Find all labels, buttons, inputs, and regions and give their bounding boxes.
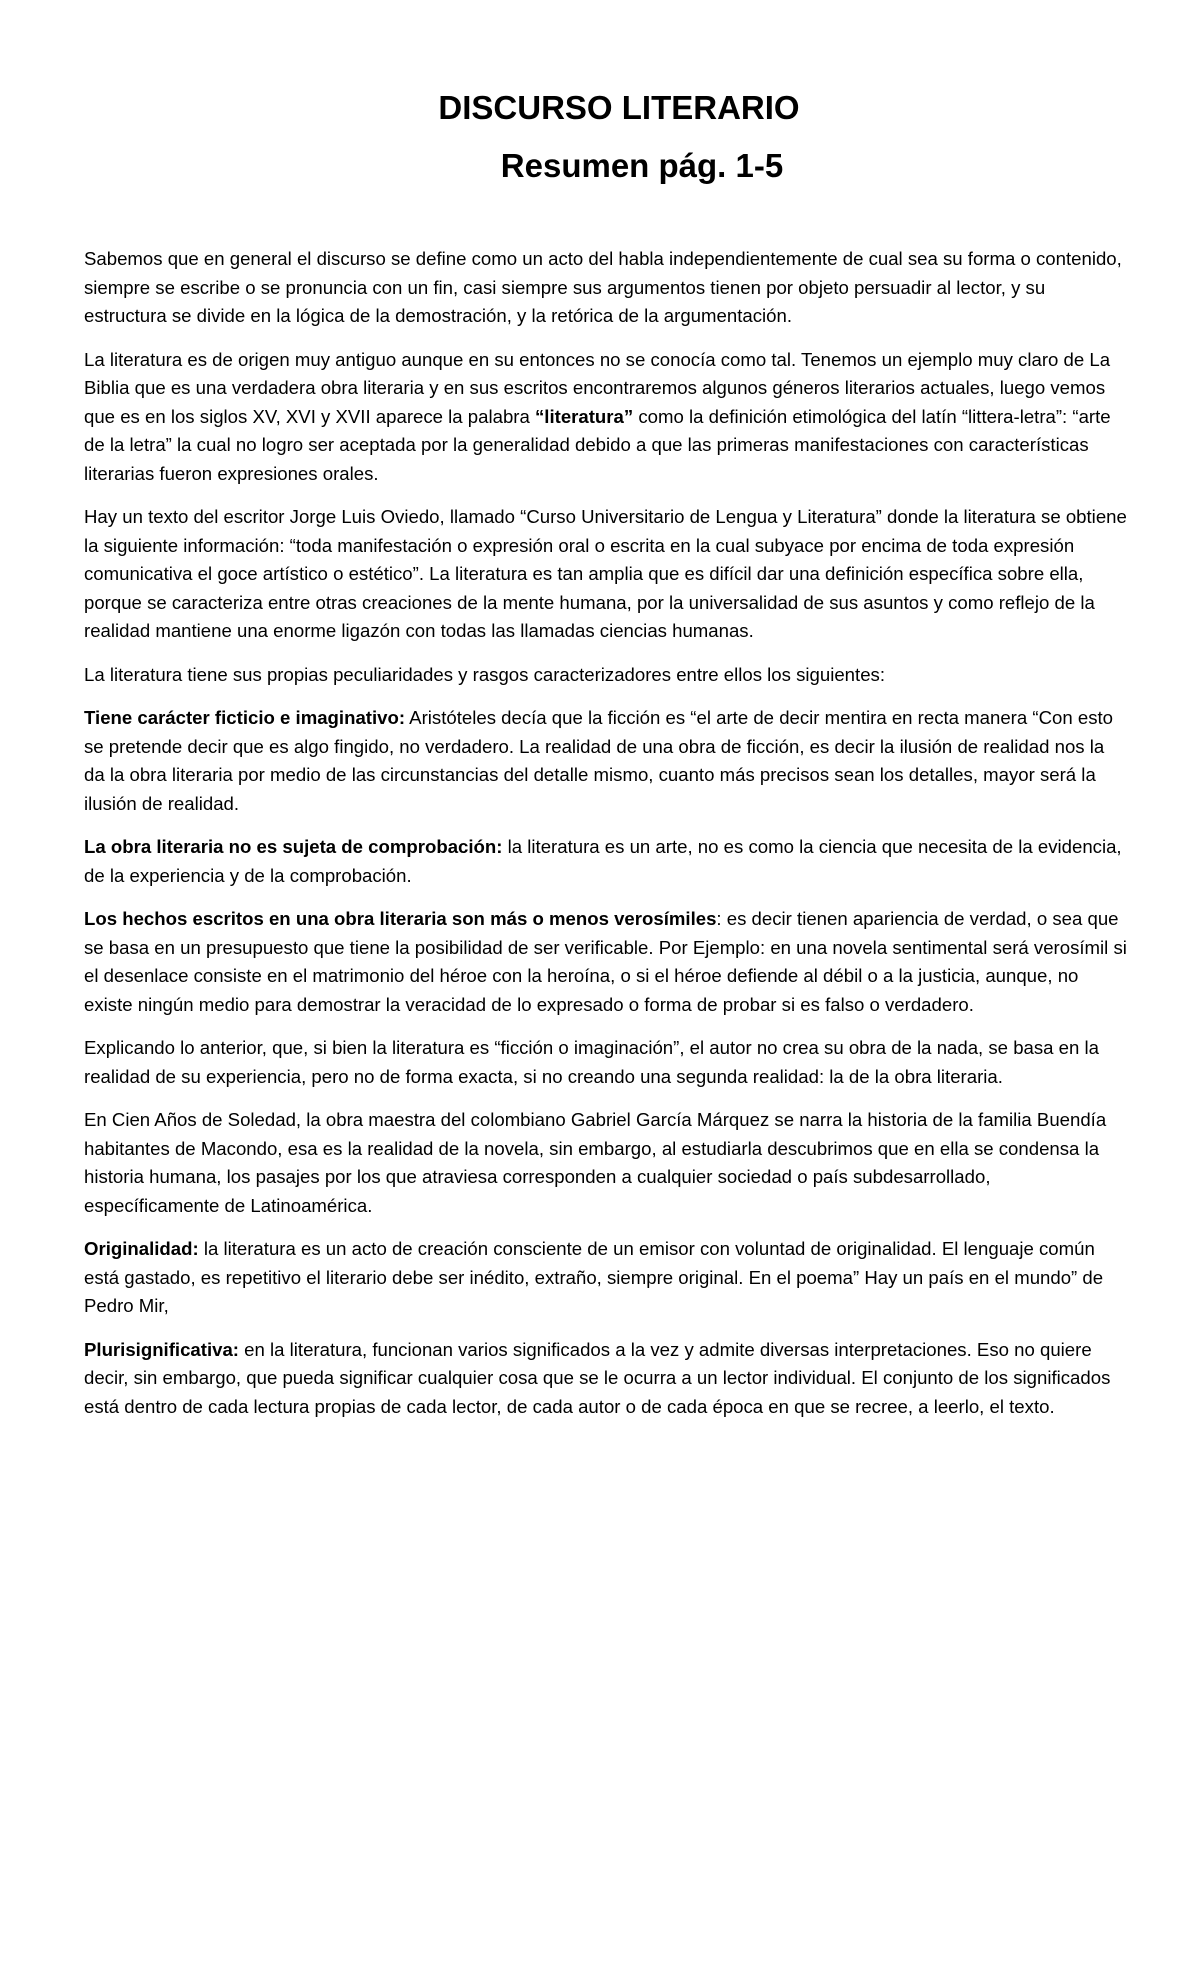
paragraph-text: como la definición etimológica del latín “littera-letra”: “arte de la letra” la cual no logro ser aceptada por la generalidad debido a que las primeras manifestaciones con características literarias fueron expresiones orales. <box>84 405 1111 484</box>
paragraph-no-comprobacion <box>84 833 1130 890</box>
paragraph-caracter-ficticio <box>84 704 1130 818</box>
document-subtitle: Resumen pág. 1-5 <box>500 146 784 184</box>
paragraph-text: en la literatura, funcionan varios significados a la vez y admite diversas interpretaciones. Eso no quiere decir, sin embargo, que pueda significar cualquier cosa que se le ocurra a un lector individual. El conjunto de los significados está dentro de cada lectura propias de cada lector, de cada autor o de cada época en que se recree, a leerlo, el texto. <box>84 1338 1111 1417</box>
paragraph-heading: La obra literaria no es sujeta de comprobación: <box>84 836 503 858</box>
paragraph-heading: Tiene carácter ficticio e imaginativo: <box>84 707 406 729</box>
paragraph-origen-literatura <box>84 346 1130 489</box>
paragraph-oviedo-definicion <box>84 503 1130 646</box>
paragraph-text: Sabemos que en general el discurso se define como un acto del habla independientemente de cual sea su forma o contenido, siempre se escribe o se pronuncia con un fin, casi siempre sus argumentos tienen por objeto persuadir al lector, y su estructura se divide en la lógica de la demostración, y la retórica de la argumentación. <box>84 248 1122 327</box>
paragraph-text: La literatura es de origen muy antiguo aunque en su entonces no se conocía como tal. Tenemos un ejemplo muy claro de La Biblia que es una verdadera obra literaria y en sus escritos encontraremos algunos géneros literarios actuales, luego vemos que es en los siglos XV, XVI y XVII aparece la palabra <box>84 348 1111 427</box>
paragraph-text: La literatura tiene sus propias peculiaridades y rasgos caracterizadores entre ellos los siguientes: <box>84 663 885 685</box>
paragraph-cien-anos <box>84 1106 1130 1220</box>
paragraph-discurso-definicion <box>84 245 1130 331</box>
paragraph-originalidad <box>84 1235 1130 1321</box>
paragraph-text: la literatura es un acto de creación consciente de un emisor con voluntad de originalidad. El lenguaje común está gastado, es repetitivo el literario debe ser inédito, extraño, siempre original. En el poema” Hay un país en el mundo” de Pedro Mir, <box>84 1238 1104 1317</box>
paragraph-heading: Plurisignificativa: <box>84 1338 239 1360</box>
paragraph-peculiaridades-intro <box>84 661 1130 690</box>
paragraph-explicacion <box>84 1034 1130 1091</box>
paragraph-text: Explicando lo anterior, que, si bien la literatura es “ficción o imaginación”, el autor no crea su obra de la nada, se basa en la realidad de su experiencia, pero no de forma exacta, si no creando una segunda realidad: la de la obra literaria. <box>84 1037 1099 1087</box>
paragraph-text: : es decir tienen apariencia de verdad, o sea que se basa en un presupuesto que tiene la posibilidad de ser verificable. Por Ejemplo: en una novela sentimental será verosímil si el desenlace consiste en el matrimonio del héroe con la heroína, o si el héroe defiende al débil o a la justicia, aunque, no existe ningún medio para demostrar la veracidad de lo expresado o forma de probar si es falso o verdadero. <box>84 908 1127 1015</box>
paragraph-text: Hay un texto del escritor Jorge Luis Oviedo, llamado “Curso Universitario de Lengua y Literatura” donde la literatura se obtiene la siguiente información: “toda manifestación o expresión oral o escrita en la cual subyace por encima de toda expresión comunicativa el goce artístico o estético”. La literatura es tan amplia que es difícil dar una definición específica sobre ella, porque se caracteriza entre otras creaciones de la mente humana, por la universalidad de sus asuntos y como reflejo de la realidad mantiene una enorme ligazón con todas las llamadas ciencias humanas. <box>84 506 1127 642</box>
document-title: DISCURSO LITERARIO <box>438 89 800 126</box>
paragraph-text: Aristóteles decía que la ficción es “el arte de decir mentira en recta manera “Con esto se pretende decir que es algo fingido, no verdadero. La realidad de una obra de ficción, es decir la ilusión de realidad nos la da la obra literaria por medio de las circunstancias del detalle mismo, cuanto más precisos sean los detalles, mayor será la ilusión de realidad. <box>84 707 1113 814</box>
paragraph-verosimiles <box>84 905 1130 1019</box>
document-body <box>84 245 1130 1421</box>
paragraph-plurisignificativa <box>84 1336 1130 1422</box>
paragraph-heading: Los hechos escritos en una obra literaria son más o menos verosímiles <box>84 908 717 930</box>
paragraph-heading: Originalidad: <box>84 1238 199 1260</box>
paragraph-text: la literatura es un arte, no es como la ciencia que necesita de la evidencia, de la experiencia y de la comprobación. <box>84 836 1122 886</box>
paragraph-bold-term: “literatura” <box>535 405 634 427</box>
paragraph-text: En Cien Años de Soledad, la obra maestra del colombiano Gabriel García Márquez se narra la historia de la familia Buendía habitantes de Macondo, esa es la realidad de la novela, sin embargo, al estudiarla descubrimos que en ella se condensa la historia humana, los pasajes por los que atraviesa corresponden a cualquier sociedad o país subdesarrollado, específicamente de Latinoamérica. <box>84 1109 1107 1216</box>
